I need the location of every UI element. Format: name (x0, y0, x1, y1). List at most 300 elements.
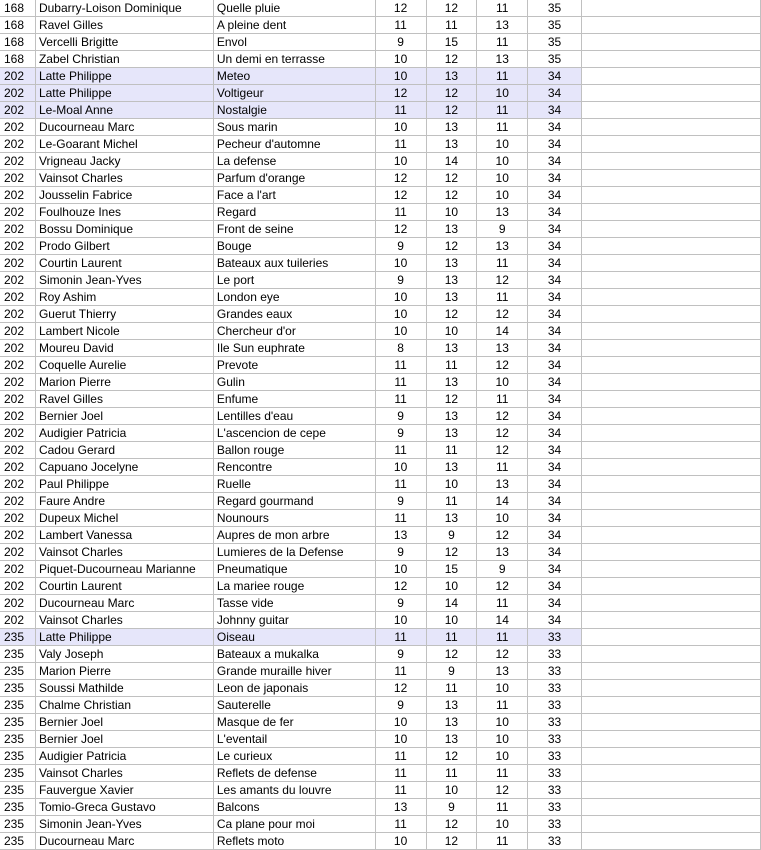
score-3-cell[interactable]: 11 (477, 459, 528, 476)
rank-cell[interactable]: 202 (0, 170, 35, 187)
title-cell[interactable]: Les amants du louvre (213, 782, 375, 799)
score-3-cell[interactable]: 12 (477, 578, 528, 595)
title-cell[interactable]: Front de seine (213, 221, 375, 238)
score-3-cell[interactable]: 11 (477, 68, 528, 85)
score-1-cell[interactable]: 10 (375, 323, 426, 340)
table-row[interactable] (0, 187, 761, 204)
table-row[interactable] (0, 272, 761, 289)
rank-cell[interactable]: 202 (0, 204, 35, 221)
rank-cell[interactable]: 202 (0, 374, 35, 391)
score-2-cell[interactable]: 12 (426, 85, 477, 102)
author-cell[interactable]: Piquet-Ducourneau Marianne (35, 561, 213, 578)
total-cell[interactable]: 34 (528, 561, 582, 578)
table-row[interactable] (0, 425, 761, 442)
author-cell[interactable]: Bernier Joel (35, 714, 213, 731)
score-2-cell[interactable]: 10 (426, 612, 477, 629)
title-cell[interactable]: Balcons (213, 799, 375, 816)
empty-cell[interactable] (581, 0, 760, 17)
score-3-cell[interactable]: 10 (477, 816, 528, 833)
score-2-cell[interactable]: 12 (426, 544, 477, 561)
rank-cell[interactable]: 202 (0, 391, 35, 408)
rank-cell[interactable]: 235 (0, 731, 35, 748)
title-cell[interactable]: Rencontre (213, 459, 375, 476)
rank-cell[interactable]: 202 (0, 544, 35, 561)
title-cell[interactable]: Prevote (213, 357, 375, 374)
table-row[interactable] (0, 68, 761, 85)
rank-cell[interactable]: 235 (0, 833, 35, 850)
author-cell[interactable]: Zabel Christian (35, 51, 213, 68)
author-cell[interactable]: Vainsot Charles (35, 765, 213, 782)
total-cell[interactable]: 34 (528, 68, 582, 85)
empty-cell[interactable] (581, 476, 760, 493)
total-cell[interactable]: 34 (528, 289, 582, 306)
author-cell[interactable]: Latte Philippe (35, 85, 213, 102)
score-2-cell[interactable]: 12 (426, 646, 477, 663)
score-1-cell[interactable]: 11 (375, 765, 426, 782)
score-2-cell[interactable]: 10 (426, 578, 477, 595)
score-1-cell[interactable]: 10 (375, 612, 426, 629)
rank-cell[interactable]: 202 (0, 119, 35, 136)
author-cell[interactable]: Bernier Joel (35, 731, 213, 748)
score-2-cell[interactable]: 11 (426, 493, 477, 510)
score-2-cell[interactable]: 11 (426, 680, 477, 697)
score-2-cell[interactable]: 13 (426, 374, 477, 391)
table-row[interactable] (0, 357, 761, 374)
total-cell[interactable]: 34 (528, 272, 582, 289)
empty-cell[interactable] (581, 731, 760, 748)
rank-cell[interactable]: 202 (0, 68, 35, 85)
title-cell[interactable]: Bateaux aux tuileries (213, 255, 375, 272)
score-2-cell[interactable]: 13 (426, 340, 477, 357)
author-cell[interactable]: Roy Ashim (35, 289, 213, 306)
score-3-cell[interactable]: 13 (477, 17, 528, 34)
empty-cell[interactable] (581, 153, 760, 170)
table-row[interactable] (0, 221, 761, 238)
score-1-cell[interactable]: 11 (375, 663, 426, 680)
empty-cell[interactable] (581, 170, 760, 187)
title-cell[interactable]: Aupres de mon arbre (213, 527, 375, 544)
empty-cell[interactable] (581, 833, 760, 850)
rank-cell[interactable]: 168 (0, 51, 35, 68)
score-1-cell[interactable]: 11 (375, 629, 426, 646)
rank-cell[interactable]: 235 (0, 646, 35, 663)
score-2-cell[interactable]: 14 (426, 595, 477, 612)
title-cell[interactable]: Leon de japonais (213, 680, 375, 697)
score-3-cell[interactable]: 12 (477, 442, 528, 459)
total-cell[interactable]: 34 (528, 221, 582, 238)
author-cell[interactable]: Bernier Joel (35, 408, 213, 425)
empty-cell[interactable] (581, 493, 760, 510)
author-cell[interactable]: Courtin Laurent (35, 578, 213, 595)
score-1-cell[interactable]: 9 (375, 544, 426, 561)
empty-cell[interactable] (581, 765, 760, 782)
table-row[interactable] (0, 255, 761, 272)
author-cell[interactable]: Fauvergue Xavier (35, 782, 213, 799)
table-row[interactable] (0, 612, 761, 629)
empty-cell[interactable] (581, 646, 760, 663)
score-2-cell[interactable]: 13 (426, 697, 477, 714)
score-2-cell[interactable]: 13 (426, 459, 477, 476)
score-3-cell[interactable]: 10 (477, 85, 528, 102)
empty-cell[interactable] (581, 612, 760, 629)
title-cell[interactable]: Masque de fer (213, 714, 375, 731)
empty-cell[interactable] (581, 102, 760, 119)
score-1-cell[interactable]: 11 (375, 136, 426, 153)
total-cell[interactable]: 33 (528, 629, 582, 646)
score-2-cell[interactable]: 12 (426, 238, 477, 255)
rank-cell[interactable]: 235 (0, 680, 35, 697)
table-row[interactable] (0, 595, 761, 612)
score-2-cell[interactable]: 11 (426, 442, 477, 459)
total-cell[interactable]: 34 (528, 595, 582, 612)
title-cell[interactable]: Sous marin (213, 119, 375, 136)
rank-cell[interactable]: 202 (0, 425, 35, 442)
empty-cell[interactable] (581, 714, 760, 731)
score-1-cell[interactable]: 11 (375, 374, 426, 391)
rank-cell[interactable]: 202 (0, 595, 35, 612)
title-cell[interactable]: Parfum d'orange (213, 170, 375, 187)
title-cell[interactable]: London eye (213, 289, 375, 306)
title-cell[interactable]: Tasse vide (213, 595, 375, 612)
empty-cell[interactable] (581, 221, 760, 238)
table-row[interactable] (0, 374, 761, 391)
rank-cell[interactable]: 235 (0, 782, 35, 799)
score-3-cell[interactable]: 11 (477, 765, 528, 782)
empty-cell[interactable] (581, 34, 760, 51)
title-cell[interactable]: Sauterelle (213, 697, 375, 714)
author-cell[interactable]: Lambert Nicole (35, 323, 213, 340)
title-cell[interactable]: Grande muraille hiver (213, 663, 375, 680)
empty-cell[interactable] (581, 595, 760, 612)
rank-cell[interactable]: 235 (0, 765, 35, 782)
empty-cell[interactable] (581, 391, 760, 408)
score-1-cell[interactable]: 9 (375, 34, 426, 51)
score-2-cell[interactable]: 11 (426, 629, 477, 646)
author-cell[interactable]: Latte Philippe (35, 629, 213, 646)
table-row[interactable] (0, 34, 761, 51)
table-row[interactable] (0, 629, 761, 646)
score-1-cell[interactable]: 10 (375, 714, 426, 731)
score-1-cell[interactable]: 10 (375, 68, 426, 85)
score-1-cell[interactable]: 9 (375, 425, 426, 442)
score-3-cell[interactable]: 11 (477, 119, 528, 136)
rank-cell[interactable]: 202 (0, 612, 35, 629)
score-3-cell[interactable]: 11 (477, 799, 528, 816)
empty-cell[interactable] (581, 136, 760, 153)
score-1-cell[interactable]: 12 (375, 187, 426, 204)
empty-cell[interactable] (581, 629, 760, 646)
total-cell[interactable]: 34 (528, 187, 582, 204)
table-row[interactable] (0, 238, 761, 255)
author-cell[interactable]: Bossu Dominique (35, 221, 213, 238)
table-row[interactable] (0, 731, 761, 748)
empty-cell[interactable] (581, 68, 760, 85)
table-row[interactable] (0, 459, 761, 476)
rank-cell[interactable]: 202 (0, 459, 35, 476)
empty-cell[interactable] (581, 561, 760, 578)
rank-cell[interactable]: 202 (0, 493, 35, 510)
score-2-cell[interactable]: 12 (426, 833, 477, 850)
score-1-cell[interactable]: 11 (375, 204, 426, 221)
table-row[interactable] (0, 442, 761, 459)
score-2-cell[interactable]: 12 (426, 306, 477, 323)
title-cell[interactable]: Regard gourmand (213, 493, 375, 510)
score-2-cell[interactable]: 12 (426, 102, 477, 119)
score-3-cell[interactable]: 14 (477, 323, 528, 340)
score-1-cell[interactable]: 10 (375, 289, 426, 306)
title-cell[interactable]: Gulin (213, 374, 375, 391)
table-row[interactable] (0, 663, 761, 680)
score-3-cell[interactable]: 11 (477, 0, 528, 17)
total-cell[interactable]: 35 (528, 0, 582, 17)
score-2-cell[interactable]: 12 (426, 816, 477, 833)
score-1-cell[interactable]: 11 (375, 442, 426, 459)
empty-cell[interactable] (581, 357, 760, 374)
table-row[interactable] (0, 0, 761, 17)
table-row[interactable] (0, 697, 761, 714)
author-cell[interactable]: Faure Andre (35, 493, 213, 510)
empty-cell[interactable] (581, 782, 760, 799)
score-1-cell[interactable]: 13 (375, 527, 426, 544)
score-1-cell[interactable]: 10 (375, 255, 426, 272)
title-cell[interactable]: Oiseau (213, 629, 375, 646)
author-cell[interactable]: Valy Joseph (35, 646, 213, 663)
rank-cell[interactable]: 202 (0, 255, 35, 272)
total-cell[interactable]: 34 (528, 408, 582, 425)
title-cell[interactable]: Voltigeur (213, 85, 375, 102)
rank-cell[interactable]: 202 (0, 306, 35, 323)
score-3-cell[interactable]: 14 (477, 493, 528, 510)
score-1-cell[interactable]: 10 (375, 153, 426, 170)
table-row[interactable] (0, 170, 761, 187)
author-cell[interactable]: Dubarry-Loison Dominique (35, 0, 213, 17)
author-cell[interactable]: Ravel Gilles (35, 391, 213, 408)
score-3-cell[interactable]: 12 (477, 306, 528, 323)
table-row[interactable] (0, 510, 761, 527)
score-1-cell[interactable]: 11 (375, 17, 426, 34)
author-cell[interactable]: Guerut Thierry (35, 306, 213, 323)
title-cell[interactable]: Ballon rouge (213, 442, 375, 459)
score-3-cell[interactable]: 12 (477, 408, 528, 425)
total-cell[interactable]: 34 (528, 459, 582, 476)
rank-cell[interactable]: 202 (0, 272, 35, 289)
rank-cell[interactable]: 168 (0, 34, 35, 51)
score-3-cell[interactable]: 11 (477, 289, 528, 306)
total-cell[interactable]: 34 (528, 357, 582, 374)
score-3-cell[interactable]: 11 (477, 102, 528, 119)
score-2-cell[interactable]: 12 (426, 170, 477, 187)
score-3-cell[interactable]: 12 (477, 425, 528, 442)
table-row[interactable] (0, 782, 761, 799)
total-cell[interactable]: 33 (528, 731, 582, 748)
score-3-cell[interactable]: 11 (477, 697, 528, 714)
score-1-cell[interactable]: 12 (375, 221, 426, 238)
total-cell[interactable]: 34 (528, 374, 582, 391)
rank-cell[interactable]: 202 (0, 442, 35, 459)
score-2-cell[interactable]: 10 (426, 476, 477, 493)
table-row[interactable] (0, 119, 761, 136)
table-row[interactable] (0, 646, 761, 663)
score-3-cell[interactable]: 11 (477, 595, 528, 612)
score-3-cell[interactable]: 10 (477, 510, 528, 527)
total-cell[interactable]: 34 (528, 510, 582, 527)
rank-cell[interactable]: 168 (0, 17, 35, 34)
score-1-cell[interactable]: 12 (375, 170, 426, 187)
score-2-cell[interactable]: 13 (426, 289, 477, 306)
title-cell[interactable]: Pecheur d'automne (213, 136, 375, 153)
author-cell[interactable]: Vercelli Brigitte (35, 34, 213, 51)
score-1-cell[interactable]: 9 (375, 595, 426, 612)
total-cell[interactable]: 35 (528, 17, 582, 34)
score-2-cell[interactable]: 13 (426, 425, 477, 442)
empty-cell[interactable] (581, 340, 760, 357)
score-3-cell[interactable]: 10 (477, 714, 528, 731)
table-row[interactable] (0, 204, 761, 221)
title-cell[interactable]: Ca plane pour moi (213, 816, 375, 833)
rank-cell[interactable]: 202 (0, 323, 35, 340)
rank-cell[interactable]: 235 (0, 629, 35, 646)
title-cell[interactable]: Reflets de defense (213, 765, 375, 782)
score-1-cell[interactable]: 13 (375, 799, 426, 816)
rank-cell[interactable]: 202 (0, 153, 35, 170)
empty-cell[interactable] (581, 119, 760, 136)
total-cell[interactable]: 33 (528, 799, 582, 816)
score-3-cell[interactable]: 9 (477, 561, 528, 578)
author-cell[interactable]: Dupeux Michel (35, 510, 213, 527)
title-cell[interactable]: L'ascencion de cepe (213, 425, 375, 442)
total-cell[interactable]: 33 (528, 833, 582, 850)
total-cell[interactable]: 34 (528, 85, 582, 102)
rank-cell[interactable]: 235 (0, 714, 35, 731)
score-2-cell[interactable]: 13 (426, 714, 477, 731)
author-cell[interactable]: Audigier Patricia (35, 425, 213, 442)
total-cell[interactable]: 35 (528, 51, 582, 68)
author-cell[interactable]: Coquelle Aurelie (35, 357, 213, 374)
score-2-cell[interactable]: 9 (426, 527, 477, 544)
empty-cell[interactable] (581, 289, 760, 306)
score-2-cell[interactable]: 13 (426, 255, 477, 272)
total-cell[interactable]: 34 (528, 204, 582, 221)
score-1-cell[interactable]: 10 (375, 119, 426, 136)
total-cell[interactable]: 34 (528, 170, 582, 187)
score-3-cell[interactable]: 10 (477, 136, 528, 153)
score-3-cell[interactable]: 14 (477, 612, 528, 629)
score-3-cell[interactable]: 13 (477, 663, 528, 680)
empty-cell[interactable] (581, 85, 760, 102)
table-row[interactable] (0, 136, 761, 153)
title-cell[interactable]: Envol (213, 34, 375, 51)
score-1-cell[interactable]: 11 (375, 510, 426, 527)
author-cell[interactable]: Capuano Jocelyne (35, 459, 213, 476)
title-cell[interactable]: Le port (213, 272, 375, 289)
author-cell[interactable]: Cadou Gerard (35, 442, 213, 459)
total-cell[interactable]: 35 (528, 34, 582, 51)
empty-cell[interactable] (581, 680, 760, 697)
empty-cell[interactable] (581, 425, 760, 442)
author-cell[interactable]: Vrigneau Jacky (35, 153, 213, 170)
score-3-cell[interactable]: 9 (477, 221, 528, 238)
table-row[interactable] (0, 493, 761, 510)
score-1-cell[interactable]: 11 (375, 102, 426, 119)
title-cell[interactable]: Reflets moto (213, 833, 375, 850)
total-cell[interactable]: 34 (528, 493, 582, 510)
score-2-cell[interactable]: 15 (426, 34, 477, 51)
table-row[interactable] (0, 102, 761, 119)
author-cell[interactable]: Paul Philippe (35, 476, 213, 493)
score-1-cell[interactable]: 10 (375, 306, 426, 323)
score-2-cell[interactable]: 10 (426, 204, 477, 221)
score-1-cell[interactable]: 9 (375, 272, 426, 289)
author-cell[interactable]: Le-Moal Anne (35, 102, 213, 119)
score-1-cell[interactable]: 12 (375, 578, 426, 595)
total-cell[interactable]: 33 (528, 765, 582, 782)
score-3-cell[interactable]: 12 (477, 357, 528, 374)
score-1-cell[interactable]: 10 (375, 731, 426, 748)
rank-cell[interactable]: 202 (0, 85, 35, 102)
score-2-cell[interactable]: 13 (426, 221, 477, 238)
score-2-cell[interactable]: 12 (426, 0, 477, 17)
author-cell[interactable]: Simonin Jean-Yves (35, 272, 213, 289)
empty-cell[interactable] (581, 697, 760, 714)
title-cell[interactable]: Nostalgie (213, 102, 375, 119)
rank-cell[interactable]: 202 (0, 510, 35, 527)
table-row[interactable] (0, 391, 761, 408)
rank-cell[interactable]: 202 (0, 527, 35, 544)
empty-cell[interactable] (581, 799, 760, 816)
rank-cell[interactable]: 235 (0, 663, 35, 680)
empty-cell[interactable] (581, 238, 760, 255)
empty-cell[interactable] (581, 442, 760, 459)
author-cell[interactable]: Audigier Patricia (35, 748, 213, 765)
total-cell[interactable]: 34 (528, 527, 582, 544)
empty-cell[interactable] (581, 748, 760, 765)
score-1-cell[interactable]: 9 (375, 646, 426, 663)
table-row[interactable] (0, 765, 761, 782)
empty-cell[interactable] (581, 187, 760, 204)
score-3-cell[interactable]: 10 (477, 374, 528, 391)
title-cell[interactable]: Lumieres de la Defense (213, 544, 375, 561)
score-1-cell[interactable]: 8 (375, 340, 426, 357)
score-3-cell[interactable]: 10 (477, 680, 528, 697)
total-cell[interactable]: 34 (528, 306, 582, 323)
author-cell[interactable]: Simonin Jean-Yves (35, 816, 213, 833)
title-cell[interactable]: Face a l'art (213, 187, 375, 204)
table-row[interactable] (0, 748, 761, 765)
table-row[interactable] (0, 561, 761, 578)
title-cell[interactable]: Johnny guitar (213, 612, 375, 629)
table-row[interactable] (0, 833, 761, 850)
score-2-cell[interactable]: 12 (426, 187, 477, 204)
score-3-cell[interactable]: 11 (477, 629, 528, 646)
total-cell[interactable]: 33 (528, 782, 582, 799)
score-3-cell[interactable]: 10 (477, 187, 528, 204)
total-cell[interactable]: 33 (528, 816, 582, 833)
table-row[interactable] (0, 153, 761, 170)
score-2-cell[interactable]: 9 (426, 663, 477, 680)
rank-cell[interactable]: 202 (0, 238, 35, 255)
total-cell[interactable]: 33 (528, 680, 582, 697)
table-row[interactable] (0, 476, 761, 493)
score-1-cell[interactable]: 10 (375, 51, 426, 68)
table-row[interactable] (0, 408, 761, 425)
title-cell[interactable]: A pleine dent (213, 17, 375, 34)
score-2-cell[interactable]: 12 (426, 51, 477, 68)
empty-cell[interactable] (581, 408, 760, 425)
author-cell[interactable]: Ducourneau Marc (35, 595, 213, 612)
rank-cell[interactable]: 202 (0, 221, 35, 238)
title-cell[interactable]: Bouge (213, 238, 375, 255)
score-3-cell[interactable]: 10 (477, 153, 528, 170)
